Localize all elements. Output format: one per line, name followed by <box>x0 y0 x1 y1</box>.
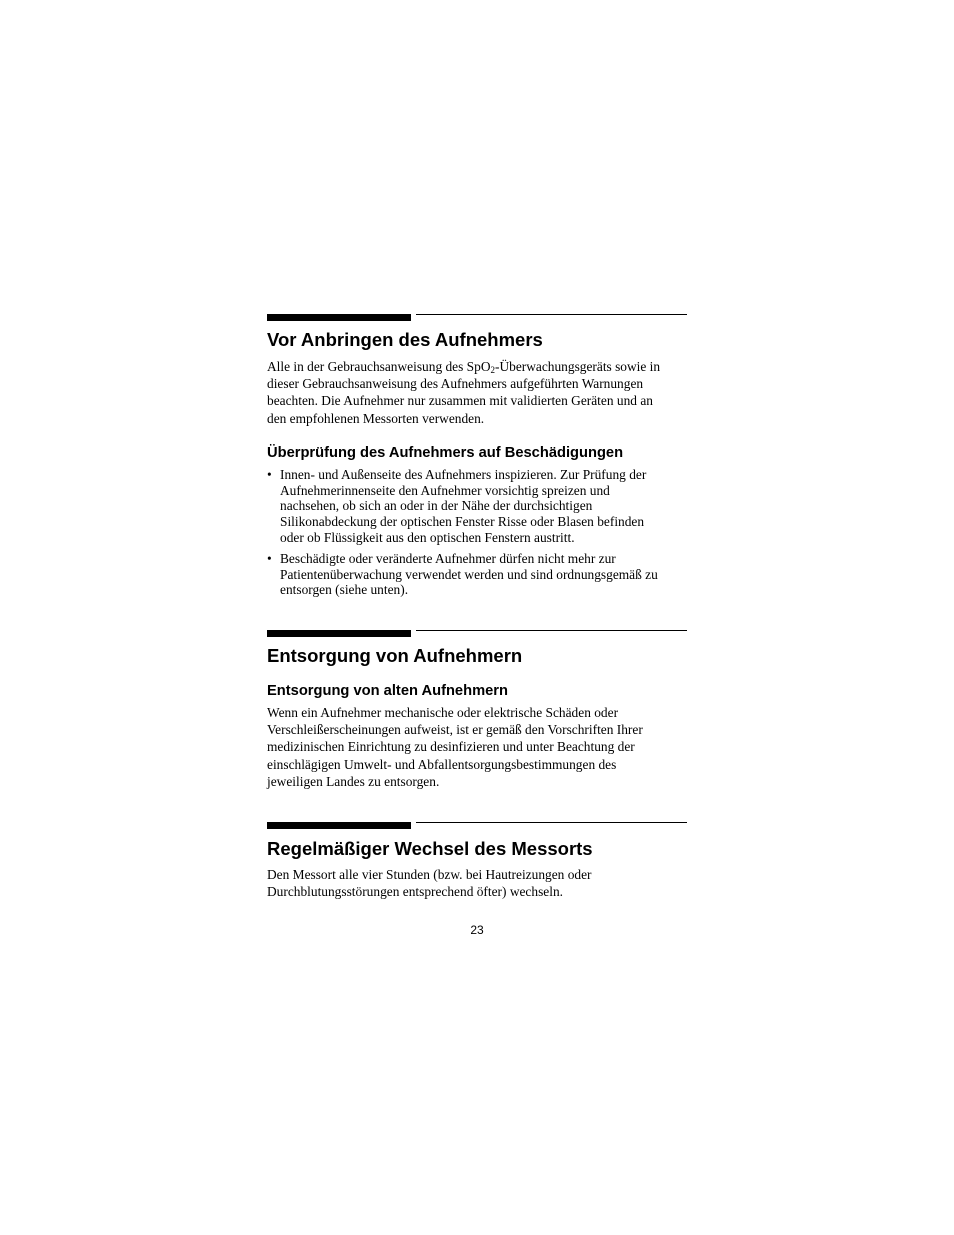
section-rule-thick <box>267 822 411 829</box>
section-heading-vor-anbringen: Vor Anbringen des Aufnehmers <box>267 329 543 350</box>
section-rule <box>267 314 687 321</box>
intro-line-2: dieser Gebrauchsanweisung des Aufnehmers aufgeführten Warnungen <box>267 376 644 392</box>
page-number: 23 <box>470 923 484 937</box>
section-rule-thin <box>416 314 687 315</box>
bullet-icon: • <box>267 467 272 482</box>
section-rule-thin <box>416 630 687 631</box>
section-rule <box>267 822 687 829</box>
section-rule-thick <box>267 314 411 321</box>
section-heading-entsorgung: Entsorgung von Aufnehmern <box>267 645 523 666</box>
subheading-ueberpruefung: Überprüfung des Aufnehmers auf Beschädigungen <box>267 445 624 461</box>
bullet-icon: • <box>267 551 272 566</box>
section-rule-thick <box>267 630 411 637</box>
intro-line-3: beachten. Die Aufnehmer nur zusammen mit validierten Geräten und an <box>267 393 653 409</box>
bullet-text: Innen- und Außenseite des Aufnehmers inspizieren. Zur Prüfung der Aufnehmerinnenseite den Aufnehmer vorsichtig spreizen und nachsehen, ob sich an oder in der Nähe der durchsichtigen Silikonabdeckung der optischen Fenster Risse oder Blasen befinden oder ob Flüssigkeit aus den optischen Fenstern austritt. <box>280 467 647 545</box>
section-rule <box>267 630 687 637</box>
subheading-entsorgung-alte: Entsorgung von alten Aufnehmern <box>267 683 508 699</box>
intro-paragraph <box>267 358 687 427</box>
intro-line-1: Alle in der Gebrauchsanweisung des SpO$_2$-Überwachungsgeräts sowie in <box>267 359 661 375</box>
bullet-text: Beschädigte oder veränderte Aufnehmer dürfen nicht mehr zur Patientenüberwachung verwendet werden und sind ordnungsgemäß zu entsorgen (siehe unten). <box>280 551 658 598</box>
intro-line-4: den empfohlenen Messorten verwenden. <box>267 410 485 426</box>
entsorgung-paragraph: Wenn ein Aufnehmer mechanische oder elektrische Schäden oder Verschleißerscheinungen aufweist, ist er gemäß den Vorschriften Ihrer medizinischen Einrichtung zu desinfizieren und unter Beachtung der einschlägigen Umwelt- und Abfallentsorgungsbestimmungen des jeweiligen Landes zu entsorgen. <box>267 705 643 789</box>
section-rule-thin <box>416 822 687 823</box>
section-heading-regelmaessiger-wechsel: Regelmäßiger Wechsel des Messorts <box>267 838 593 859</box>
wechsel-paragraph: Den Messort alle vier Stunden (bzw. bei Hautreizungen oder Durchblutungsstörungen entsprechend öfter) wechseln. <box>267 867 592 900</box>
